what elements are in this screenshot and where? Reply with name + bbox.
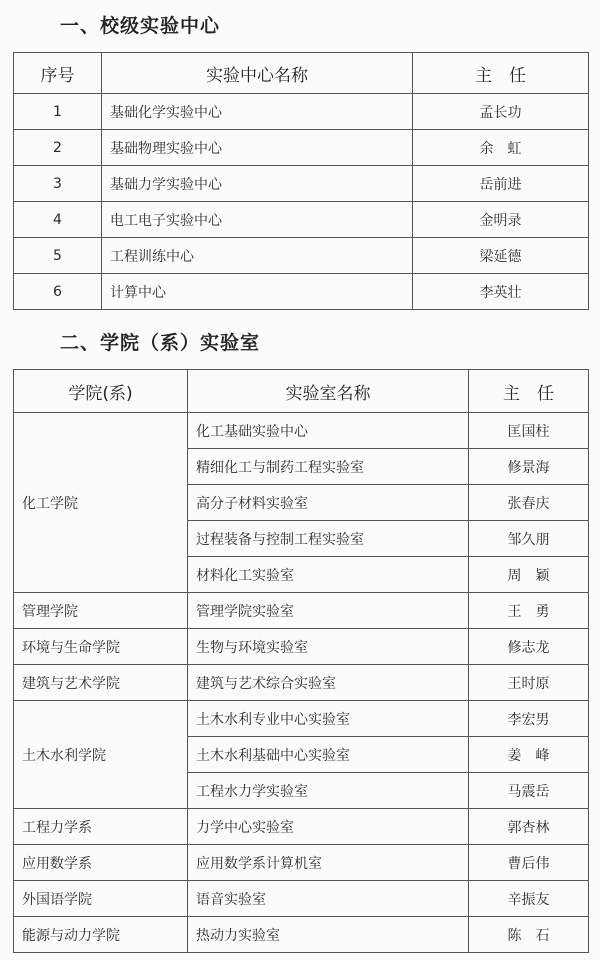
row-number: 2 <box>14 130 102 166</box>
director-name: 李英壮 <box>413 274 589 310</box>
table-row <box>14 917 589 953</box>
college-name: 能源与动力学院 <box>14 917 188 953</box>
director-name: 陈 石 <box>469 917 589 953</box>
table-row <box>14 593 589 629</box>
director-name: 周 颖 <box>469 557 589 593</box>
lab-name: 建筑与艺术综合实验室 <box>188 665 469 701</box>
college-name: 外国语学院 <box>14 881 188 917</box>
lab-name: 热动力实验室 <box>188 917 469 953</box>
lab-name: 语音实验室 <box>188 881 469 917</box>
table-row <box>14 629 589 665</box>
college-name: 建筑与艺术学院 <box>14 665 188 701</box>
row-number: 4 <box>14 202 102 238</box>
table-header-row <box>14 370 589 413</box>
table-row <box>14 202 589 238</box>
table-row <box>14 274 589 310</box>
table-row <box>14 130 589 166</box>
school-lab-centers-table <box>13 52 589 310</box>
director-name: 郭杏林 <box>469 809 589 845</box>
director-name: 马震岳 <box>469 773 589 809</box>
table-row <box>14 845 589 881</box>
lab-name: 过程装备与控制工程实验室 <box>188 521 469 557</box>
lab-name: 高分子材料实验室 <box>188 485 469 521</box>
college-name: 土木水利学院 <box>14 701 188 809</box>
college-name: 工程力学系 <box>14 809 188 845</box>
column-header-number: 序号 <box>14 53 102 94</box>
director-name: 余 虹 <box>413 130 589 166</box>
lab-name: 工程水力学实验室 <box>188 773 469 809</box>
college-name: 应用数学系 <box>14 845 188 881</box>
section-1-title: 一、校级实验中心 <box>60 15 221 37</box>
director-name: 修景海 <box>469 449 589 485</box>
college-name: 管理学院 <box>14 593 188 629</box>
college-name: 环境与生命学院 <box>14 629 188 665</box>
director-name: 修志龙 <box>469 629 589 665</box>
center-name: 基础物理实验中心 <box>102 130 413 166</box>
director-name: 孟长功 <box>413 94 589 130</box>
table-row <box>14 94 589 130</box>
lab-name: 应用数学系计算机室 <box>188 845 469 881</box>
table-row <box>14 881 589 917</box>
director-name: 王时原 <box>469 665 589 701</box>
table-header-row <box>14 53 589 94</box>
row-number: 6 <box>14 274 102 310</box>
table-row <box>14 809 589 845</box>
table-row <box>14 665 589 701</box>
center-name: 计算中心 <box>102 274 413 310</box>
lab-name: 精细化工与制药工程实验室 <box>188 449 469 485</box>
column-header-director: 主 任 <box>469 370 589 413</box>
column-header-director: 主 任 <box>413 53 589 94</box>
lab-name: 土木水利专业中心实验室 <box>188 701 469 737</box>
college-name: 化工学院 <box>14 413 188 593</box>
center-name: 基础力学实验中心 <box>102 166 413 202</box>
director-name: 曹后伟 <box>469 845 589 881</box>
center-name: 基础化学实验中心 <box>102 94 413 130</box>
lab-name: 化工基础实验中心 <box>188 413 469 449</box>
director-name: 辛振友 <box>469 881 589 917</box>
column-header-college: 学院(系) <box>14 370 188 413</box>
director-name: 姜 峰 <box>469 737 589 773</box>
lab-name: 管理学院实验室 <box>188 593 469 629</box>
column-header-center-name: 实验中心名称 <box>102 53 413 94</box>
lab-name: 生物与环境实验室 <box>188 629 469 665</box>
lab-name: 力学中心实验室 <box>188 809 469 845</box>
director-name: 张春庆 <box>469 485 589 521</box>
row-number: 1 <box>14 94 102 130</box>
director-name: 岳前进 <box>413 166 589 202</box>
column-header-lab-name: 实验室名称 <box>188 370 469 413</box>
director-name: 梁延德 <box>413 238 589 274</box>
director-name: 邹久朋 <box>469 521 589 557</box>
lab-name: 土木水利基础中心实验室 <box>188 737 469 773</box>
row-number: 5 <box>14 238 102 274</box>
lab-name: 材料化工实验室 <box>188 557 469 593</box>
row-number: 3 <box>14 166 102 202</box>
center-name: 电工电子实验中心 <box>102 202 413 238</box>
college-labs-table <box>13 369 589 953</box>
table-row <box>14 701 589 737</box>
table-row <box>14 413 589 449</box>
director-name: 王 勇 <box>469 593 589 629</box>
director-name: 金明录 <box>413 202 589 238</box>
center-name: 工程训练中心 <box>102 238 413 274</box>
section-2-title: 二、学院（系）实验室 <box>60 332 261 354</box>
table-row <box>14 238 589 274</box>
director-name: 匡国柱 <box>469 413 589 449</box>
table-row <box>14 166 589 202</box>
director-name: 李宏男 <box>469 701 589 737</box>
